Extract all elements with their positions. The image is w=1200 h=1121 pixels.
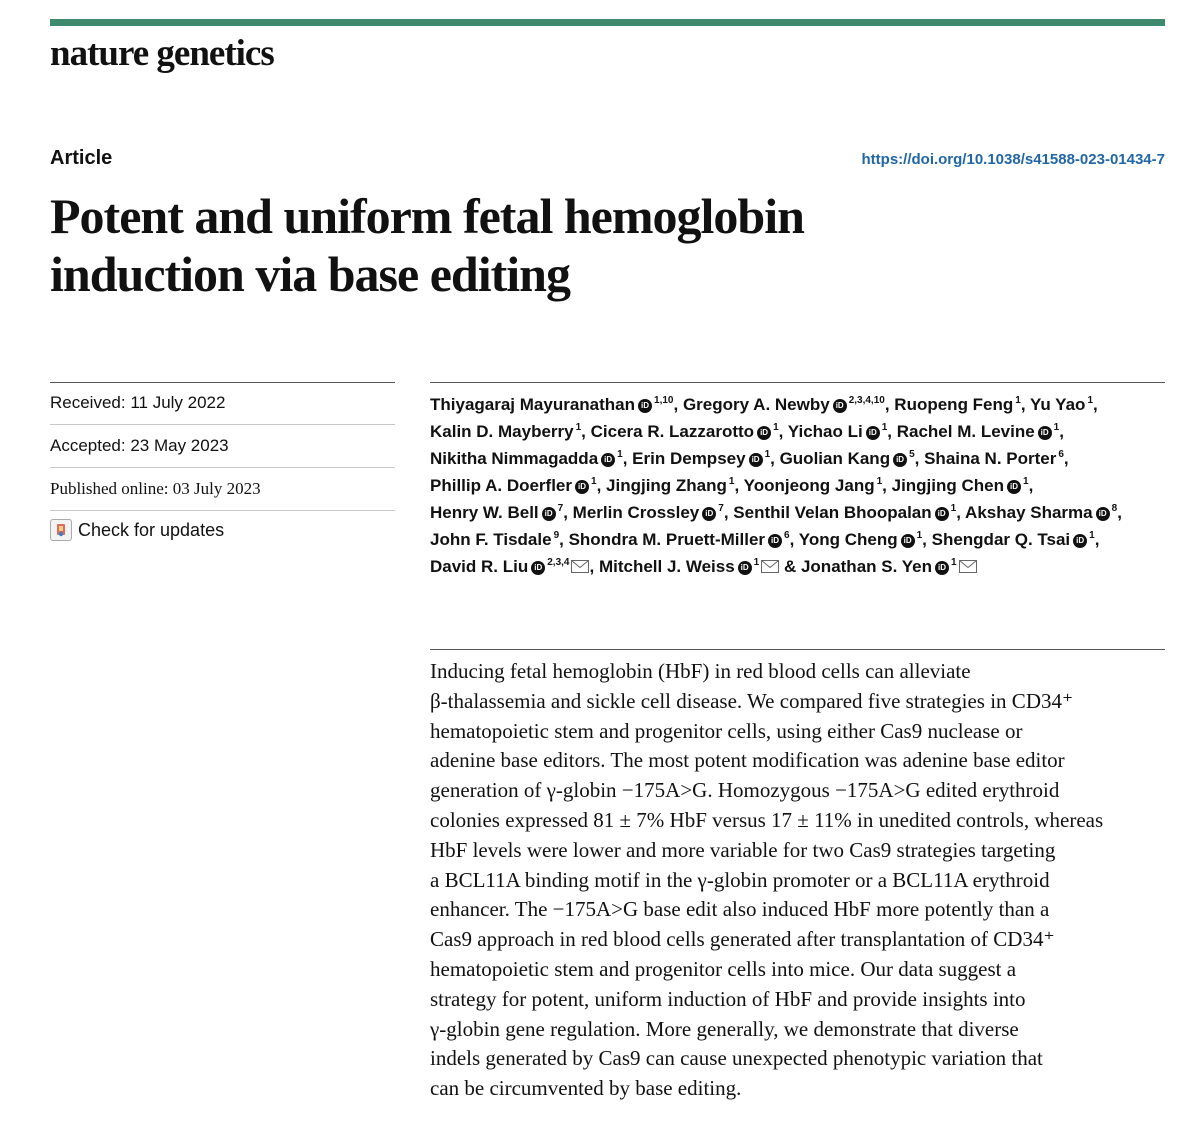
author-separator: , (884, 395, 895, 414)
author-item (965, 503, 1117, 522)
abstract-top-rule (430, 649, 1165, 650)
abstract-line: can be circumvented by base editing. (430, 1076, 742, 1101)
author-item (924, 449, 1064, 468)
author-item (606, 476, 734, 495)
author-name[interactable]: Akshay Sharma (965, 503, 1093, 522)
author-separator: , (1028, 476, 1034, 495)
orcid-icon[interactable]: iD (757, 426, 771, 440)
author-item (430, 422, 581, 441)
orcid-icon[interactable]: iD (702, 507, 716, 521)
author-name[interactable]: Rachel M. Levine (896, 422, 1035, 441)
right-top-rule (430, 382, 1165, 383)
affiliation-number: 1 (916, 530, 923, 541)
author-item (892, 476, 1029, 495)
author-name[interactable]: Jingjing Zhang (606, 476, 727, 495)
journal-name[interactable]: nature genetics (50, 33, 274, 74)
author-item (1030, 395, 1093, 414)
check-for-updates-label: Check for updates (78, 519, 225, 540)
author-item (788, 422, 888, 441)
affiliation-number: 1 (950, 503, 957, 514)
author-separator: , (559, 530, 569, 549)
author-separator: , (1059, 422, 1064, 441)
affiliation-number: 1 (764, 449, 771, 460)
affiliation-number: 1,10 (654, 395, 674, 406)
author-name[interactable]: David R. Liu (430, 557, 529, 576)
affiliation-number: 1 (1023, 476, 1029, 487)
check-for-updates-icon (50, 519, 72, 541)
abstract (430, 657, 1165, 1104)
abstract-line: generation of γ-globin −175A>G. Homozygous −175A>G edited erythroid (430, 778, 1060, 803)
title-line-2: induction via base editing (50, 246, 570, 302)
orcid-icon[interactable]: iD (531, 561, 545, 575)
affiliation-number: 1 (617, 449, 623, 460)
author-item (430, 557, 589, 576)
orcid-icon[interactable]: iD (575, 480, 589, 494)
affiliation-number: 1 (773, 422, 779, 433)
author-name[interactable]: Jingjing Chen (891, 476, 1004, 495)
author-name[interactable]: Yichao Li (787, 422, 863, 441)
author-separator: , (673, 395, 683, 414)
author-name[interactable]: Kalin D. Mayberry (430, 422, 574, 441)
author-item (799, 530, 922, 549)
author-separator: , (914, 449, 925, 468)
author-separator: & (779, 557, 801, 576)
affiliation-number: 1 (1087, 395, 1093, 406)
abstract-line: β-thalassemia and sickle cell disease. We compared five strategies in CD34⁺ (430, 688, 1074, 713)
author-name[interactable]: Nikitha Nimmagadda (430, 449, 599, 468)
affiliation-number: 1 (753, 557, 760, 568)
abstract-line: γ-globin gene regulation. More generally, we demonstrate that diverse (430, 1016, 1019, 1041)
author-separator: , (1020, 395, 1030, 414)
author-name[interactable]: Yoonjeong Jang (743, 476, 875, 495)
publication-dates (50, 382, 395, 511)
affiliation-number: 5 (909, 449, 915, 460)
affiliation-number: 2,3,4,10 (848, 395, 885, 406)
published-date: Published online: 03 July 2023 (50, 468, 395, 511)
author-name[interactable]: Jonathan S. Yen (800, 557, 932, 576)
author-item (430, 530, 559, 549)
author-item (733, 503, 956, 522)
author-name[interactable]: Mitchell J. Weiss (598, 557, 735, 576)
author-name[interactable]: Henry W. Bell (430, 503, 539, 522)
author-separator: , (778, 422, 788, 441)
author-separator: , (770, 449, 780, 468)
author-separator: , (1094, 530, 1100, 549)
orcid-icon[interactable]: iD (866, 426, 880, 440)
doi-link[interactable]: https://doi.org/10.1038/s41588-023-01434-7 (861, 151, 1165, 168)
orcid-icon[interactable]: iD (935, 561, 949, 575)
author-name[interactable]: Merlin Crossley (572, 503, 700, 522)
affiliation-number: 6 (1058, 449, 1064, 460)
author-name[interactable]: Gregory A. Newby (682, 395, 830, 414)
author-name[interactable]: Shondra M. Pruett-Miller (568, 530, 766, 549)
author-name[interactable]: Shengdar Q. Tsai (931, 530, 1071, 549)
abstract-line: hematopoietic stem and progenitor cells, using either Cas9 nuclease or (430, 718, 1023, 743)
author-item (683, 395, 885, 414)
author-separator: , (789, 530, 799, 549)
author-name[interactable]: John F. Tisdale (430, 530, 552, 549)
author-item (591, 422, 779, 441)
author-item (430, 395, 673, 414)
orcid-icon[interactable]: iD (1038, 426, 1052, 440)
abstract-line: HbF levels were lower and more variable for two Cas9 strategies targeting (430, 837, 1056, 862)
author-name[interactable]: Guolian Kang (779, 449, 891, 468)
affiliation-number: 1 (1053, 422, 1060, 433)
author-name[interactable]: Ruopeng Feng (894, 395, 1014, 414)
author-name[interactable]: Erin Dempsey (632, 449, 746, 468)
affiliation-number: 1 (1015, 395, 1021, 406)
orcid-icon[interactable]: iD (738, 561, 752, 575)
abstract-line: Inducing fetal hemoglobin (HbF) in red blood cells can alleviate (430, 659, 971, 683)
author-item (599, 557, 779, 576)
author-name[interactable]: Thiyagaraj Mayuranathan (430, 395, 636, 414)
affiliation-number: 1 (950, 557, 957, 568)
author-item (569, 530, 790, 549)
author-separator: , (622, 449, 633, 468)
check-for-updates-button[interactable] (50, 516, 224, 544)
orcid-icon[interactable]: iD (935, 507, 949, 521)
author-separator: , (563, 503, 573, 522)
author-name[interactable]: Yu Yao (1029, 395, 1086, 414)
author-name[interactable]: Yong Cheng (798, 530, 898, 549)
author-item (632, 449, 770, 468)
orcid-icon[interactable]: iD (901, 534, 915, 548)
author-list (430, 391, 1150, 581)
journal-accent-bar (50, 19, 1165, 26)
author-item (932, 530, 1095, 549)
author-name[interactable]: Phillip A. Doerfler (430, 476, 573, 495)
affiliation-number: 6 (784, 530, 790, 541)
author-item (897, 422, 1060, 441)
abstract-line: hematopoietic stem and progenitor cells into mice. Our data suggest a (430, 956, 1017, 981)
orcid-icon[interactable]: iD (893, 453, 907, 467)
author-separator: , (882, 476, 892, 495)
affiliation-number: 1 (1089, 530, 1095, 541)
author-separator: , (1093, 395, 1098, 414)
orcid-icon[interactable]: iD (601, 453, 615, 467)
affiliation-number: 1 (575, 422, 582, 433)
author-separator: , (956, 503, 966, 522)
abstract-line: colonies expressed 81 ± 7% HbF versus 17 ± 11% in unedited controls, whereas (430, 807, 1104, 832)
author-name[interactable]: Shaina N. Porter (924, 449, 1057, 468)
author-separator: , (723, 503, 734, 522)
author-item (780, 449, 915, 468)
orcid-icon[interactable]: iD (1096, 507, 1110, 521)
author-item (894, 395, 1021, 414)
author-separator: , (1117, 503, 1122, 522)
affiliation-number: 1 (728, 476, 735, 487)
affiliation-number: 2,3,4 (547, 557, 570, 568)
author-separator: , (596, 476, 607, 495)
article-type-label: Article (50, 147, 113, 169)
author-item (744, 476, 883, 495)
affiliation-number: 7 (557, 503, 564, 514)
author-item (430, 476, 597, 495)
mail-icon[interactable] (959, 554, 977, 581)
orcid-icon[interactable]: iD (1007, 480, 1021, 494)
orcid-icon[interactable]: iD (1073, 534, 1087, 548)
affiliation-number: 7 (718, 503, 724, 514)
abstract-line: a BCL11A binding motif in the γ-globin promoter or a BCL11A erythroid (430, 867, 1050, 892)
orcid-icon[interactable]: iD (638, 399, 652, 413)
author-item (801, 557, 977, 576)
title-line-1: Potent and uniform fetal hemoglobin (50, 188, 804, 244)
author-name[interactable]: Senthil Velan Bhoopalan (733, 503, 932, 522)
abstract-line: strategy for potent, uniform induction of HbF and provide insights into (430, 986, 1026, 1011)
affiliation-number: 1 (876, 476, 883, 487)
orcid-icon[interactable]: iD (749, 453, 763, 467)
abstract-line: indels generated by Cas9 can cause unexpected phenotypic variation that (430, 1046, 1043, 1071)
mail-icon[interactable] (761, 554, 779, 581)
accepted-date: Accepted: 23 May 2023 (50, 425, 395, 468)
affiliation-number: 9 (553, 530, 560, 541)
author-separator: , (734, 476, 744, 495)
author-item (573, 503, 724, 522)
author-separator: , (922, 530, 932, 549)
mail-icon[interactable] (571, 554, 589, 581)
orcid-icon[interactable]: iD (542, 507, 556, 521)
article-title (50, 187, 1050, 303)
abstract-line: adenine base editors. The most potent modification was adenine base editor (430, 748, 1065, 773)
orcid-icon[interactable]: iD (768, 534, 782, 548)
affiliation-number: 8 (1111, 503, 1118, 514)
affiliation-number: 1 (881, 422, 888, 433)
author-item (430, 449, 623, 468)
author-separator: , (887, 422, 897, 441)
author-separator: , (1063, 449, 1069, 468)
abstract-line: Cas9 approach in red blood cells generated after transplantation of CD34⁺ (430, 927, 1055, 952)
received-date: Received: 11 July 2022 (50, 382, 395, 425)
affiliation-number: 1 (591, 476, 597, 487)
orcid-icon[interactable]: iD (833, 399, 847, 413)
author-separator: , (581, 422, 591, 441)
abstract-line: enhancer. The −175A>G base edit also induced HbF more potently than a (430, 897, 1050, 922)
author-item (430, 503, 563, 522)
author-name[interactable]: Cicera R. Lazzarotto (590, 422, 755, 441)
author-separator: , (589, 557, 599, 576)
